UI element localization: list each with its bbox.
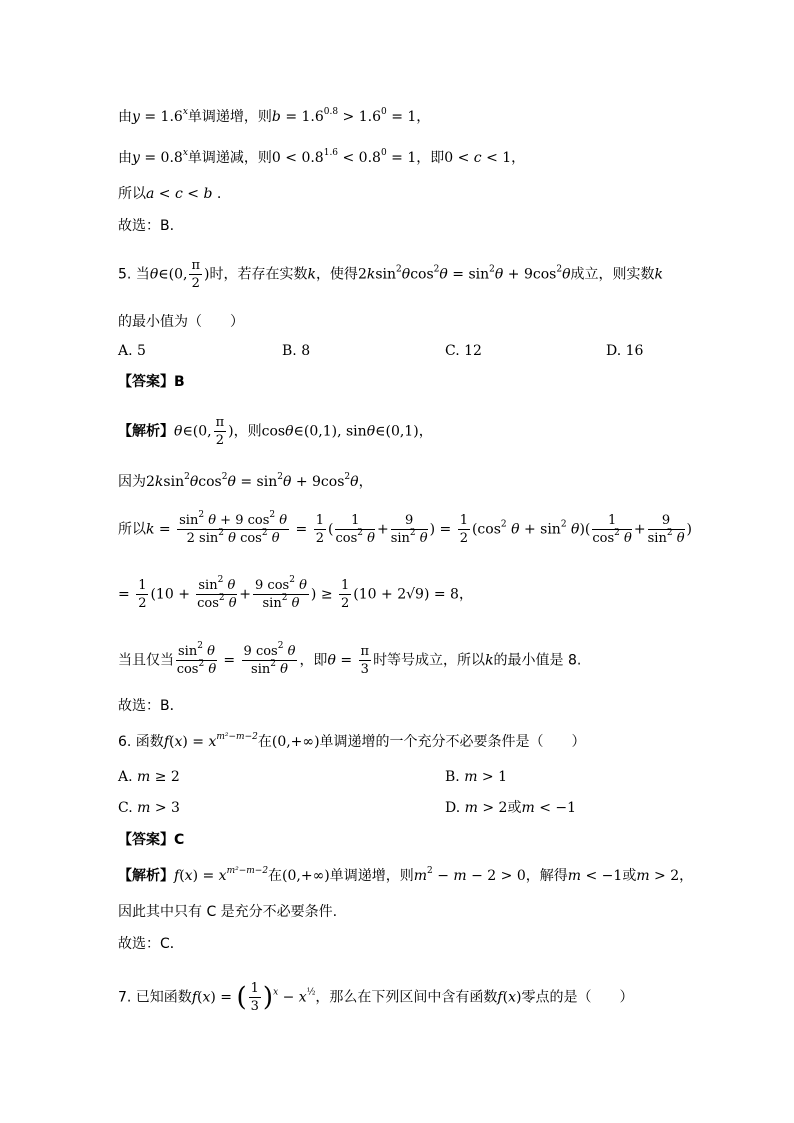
question-5-stem-cont: 的最小值为（ ） xyxy=(118,314,244,330)
q6-option-b: B. m > 1 xyxy=(445,769,508,785)
text-line-2: 由$y = 0.8^x$单调递减，则$0 < 0.8^{1.6} < 0.8^0 = 1$，即0 < c < 1， xyxy=(118,148,526,166)
q6-solution-2: 因此其中只有 C 是充分不必要条件. xyxy=(118,904,338,920)
q6-option-d: D. m > 2或m < −1 xyxy=(445,800,577,816)
question-5-stem: 5. 当θ∈(0, $\frac{\pi}{2}$ )时，若存在实数k，使得$2ksin^2\theta\cos^2\theta = \sin^2\theta + 9\cos^2\theta$成立，则实数k xyxy=(118,258,663,291)
q5-solution-2: 因为$2ksin^2\theta\cos^2\theta = \sin^2\theta + 9\cos^2\theta$， xyxy=(118,472,373,490)
q6-option-a: A. m ≥ 2 xyxy=(118,769,180,785)
q5-option-d: D. 16 xyxy=(606,343,644,359)
answer-select-2: 故选：B． xyxy=(118,698,184,714)
question-6-stem: 6. 函数$f(x) = x^{m^2-m-2}$在(0,+∞)单调递增的一个充分不必要条件是（ ） xyxy=(118,732,586,750)
text-line-3: 所以a < c < b . xyxy=(118,186,222,202)
q6-answer: 【答案】C xyxy=(118,832,185,848)
q5-option-a: A. 5 xyxy=(118,343,146,359)
q5-solution-5: 当且仅当 $\frac{\sin^2 \theta}{\cos^2 \theta}$ = $\frac{9 \cos^2 \theta}{\sin^2 \theta}$ ，即θ = $\frac{\pi}{3}$ 时等号成立，所以k的最小值是 8. xyxy=(118,641,582,677)
text-line-1: 由$y = 1.6^x$单调递增，则$b = 1.6^{0.8} > 1.6^0 = 1$， xyxy=(118,107,431,125)
question-7-stem: 7. 已知函数f(x) = ( $\frac{1}{3}$ )$^x - x^{\frac{1}{2}}$，那么在下列区间中含有函数f(x)零点的是（ ） xyxy=(118,981,634,1014)
answer-select-1: 故选：B. xyxy=(118,218,175,234)
q5-solution-4: = $\frac{1}{2}$ (10 + $\frac{\sin^2 \theta}{\cos^2 \theta}$ + $\frac{9 \cos^2 \theta}{\sin^2 \theta}$ ) ≥ $\frac{1}{2}$ (10 + 2√9) = 8， xyxy=(118,575,473,611)
q6-option-c: C. m > 3 xyxy=(118,800,180,816)
q5-option-b: B. 8 xyxy=(282,343,311,359)
q5-solution-3: 所以k = $\frac{\sin^2 \theta + 9 \cos^2 \theta}{2 \sin^2 \theta \cos^2 \theta}$ = $\frac{1}{2}$ ( $\frac{1}{\cos^2 \theta}$ + $\frac{9}{\sin^2 \theta}$ ) = $\frac{1}{2}$ ($\cos^2$ $\theta + \sin^2 \theta$)( $\frac{1}{\cos^2 \theta}$ + $\frac{9}{\sin^2 \theta}$ ) xyxy=(118,510,692,546)
answer-select-3: 故选：C． xyxy=(118,936,184,952)
q5-option-c: C. 12 xyxy=(445,343,482,359)
q5-answer: 【答案】B xyxy=(118,374,185,390)
q5-solution-1: 【解析】θ∈(0, $\frac{\pi}{2}$ )，则cosθ∈(0,1), sinθ∈(0,1)， xyxy=(118,415,433,448)
q6-solution-1: 【解析】$f(x) = x^{m^2-m-2}$在(0,+∞)单调递增，则$m^2 - m - 2 > 0$，解得m < −1或m > 2， xyxy=(118,866,694,884)
